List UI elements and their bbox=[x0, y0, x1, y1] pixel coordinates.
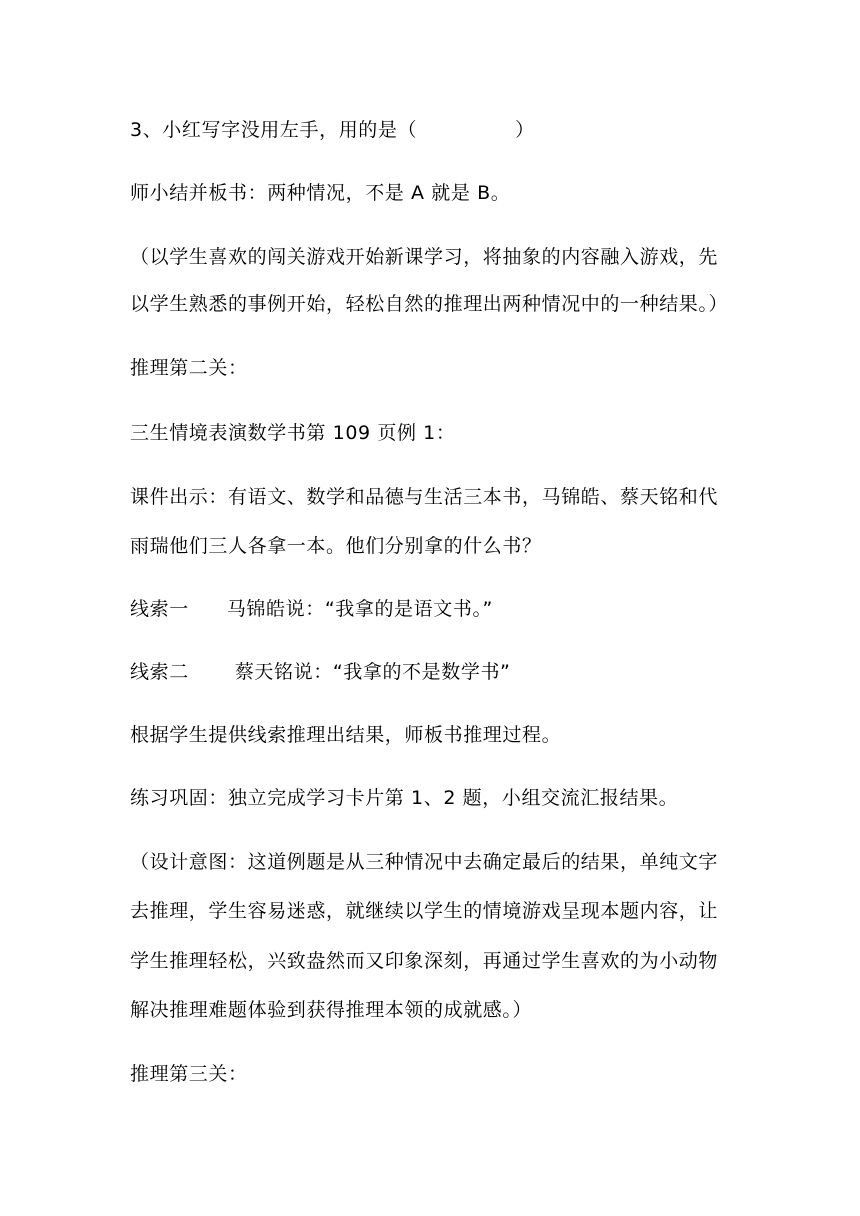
clue-1-label: 线索一 bbox=[130, 598, 189, 620]
design-note-line-2: 以学生熟悉的事例开始，轻松自然的推理出两种情况中的一种结果。） bbox=[130, 293, 729, 315]
design-intent-line-2: 去推理，学生容易迷惑，就继续以学生的情境游戏呈现本题内容，让 bbox=[130, 900, 719, 922]
courseware-line-1: 课件出示：有语文、数学和品德与生活三本书，马锦皓、蔡天铭和代 bbox=[130, 486, 719, 508]
design-intent-line-4: 解决推理难题体验到获得推理本领的成就感。） bbox=[130, 999, 533, 1021]
section-heading-level-2: 推理第二关： bbox=[130, 357, 248, 379]
clue-1-line bbox=[130, 597, 493, 621]
section-heading-level-3: 推理第三关： bbox=[130, 1063, 248, 1085]
design-note-line-1: （以学生喜欢的闯关游戏开始新课学习，将抽象的内容融入游戏，先 bbox=[130, 246, 719, 268]
clue-2-line bbox=[130, 660, 511, 684]
performance-line: 三生情境表演数学书第 109 页例 1： bbox=[130, 422, 456, 444]
design-intent-line-3: 学生推理轻松，兴致盎然而又印象深刻，再通过学生喜欢的为小动物 bbox=[130, 950, 719, 972]
courseware-line-2: 雨瑞他们三人各拿一本。他们分别拿的什么书？ bbox=[130, 535, 542, 557]
clue-2-text: 蔡天铭说：“我拿的不是数学书” bbox=[234, 661, 511, 683]
practice-line: 练习巩固：独立完成学习卡片第 1、2 题，小组交流汇报结果。 bbox=[130, 787, 679, 809]
clue-2-label: 线索二 bbox=[130, 661, 189, 683]
question-3-line: 3、小红写字没用左手，用的是（ ） bbox=[130, 119, 535, 141]
clue-1-text: 马锦皓说：“我拿的是语文书。” bbox=[226, 598, 493, 620]
design-intent-line-1: （设计意图：这道例题是从三种情况中去确定最后的结果，单纯文字 bbox=[130, 851, 719, 873]
teacher-summary-line: 师小结并板书：两种情况，不是 A 就是 B。 bbox=[130, 182, 511, 204]
reasoning-result-line: 根据学生提供线索推理出结果，师板书推理过程。 bbox=[130, 724, 562, 746]
